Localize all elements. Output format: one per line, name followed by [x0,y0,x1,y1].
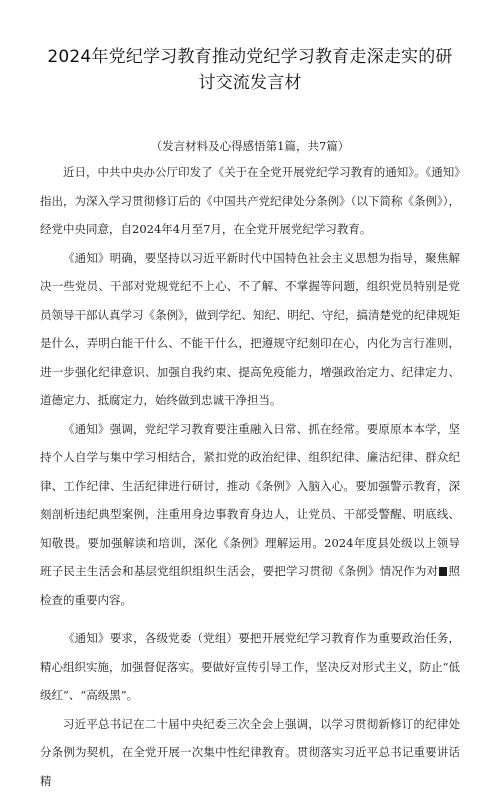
paragraph-2: 《通知》明确，要坚持以习近平新时代中国特色社会主义思想为指导，聚焦解决一些党员、干部对党规党纪不上心、不了解、不掌握等问题，组织党员特别是党员领导干部认真学习《条例》，做到学纪、知纪、明纪、守纪，搞清楚党的纪律规矩是什么，弄明白能干什么、不能干什么，把遵规守纪刻印在心，内化为言行准则，进一步强化纪律意识、加强自我约束、提高免疫能力，增强政治定力、纪律定力、道德定力、抵腐定力，始终做到忠诚干净担当。 [40,244,460,415]
document-title: 2024年党纪学习教育推动党纪学习教育走深走实的研讨交流发言材 [40,44,460,96]
paragraph-3 [40,415,460,615]
missing-glyph-box [439,567,447,576]
paragraph-3-tail: 照检查的重要内容。 [40,564,460,607]
document-subtitle: （发言材料及心得感悟第1篇，共7篇） [40,136,460,156]
paragraph-5: 习近平总书记在二十届中央纪委三次全会上强调，以学习贯彻新修订的纪律处分条例为契机，在全党开展一次集中性纪律教育。贯彻落实习近平总书记重要讲话精 [40,710,460,795]
paragraph-4: 《通知》要求，各级党委（党组）要把开展党纪学习教育作为重要政治任务，精心组织实施，加强督促落实。要做好宣传引导工作，坚决反对形式主义，防止“低级红”、“高级黑”。 [40,624,460,710]
document-body [40,158,460,795]
paragraph-3-text: 《通知》强调，党纪学习教育要注重融入日常、抓在经常。要原原本本学，坚持个人自学与集中学习相结合，紧扣党的政治纪律、组织纪律、廉洁纪律、群众纪律、工作纪律、生活纪律进行研讨，推动《条例》入脑入心。要加强警示教育，深刻剖析违纪典型案例，注重用身边事教育身边人，让党员、干部受警醒、明底线、知敬畏。要加强解读和培训，深化《条例》理解运用。2024年度县处级以上领导班子民主生活会和基层党组织组织生活会，要把学习贯彻《条例》情况作为对 [40,422,460,579]
paragraph-1: 近日，中共中央办公厅印发了《关于在全党开展党纪学习教育的通知》。《通知》指出，为深入学习贯彻修订后的《中国共产党纪律处分条例》（以下简称《条例》），经党中央同意，自2024年4月至7月，在全党开展党纪学习教育。 [40,158,460,244]
